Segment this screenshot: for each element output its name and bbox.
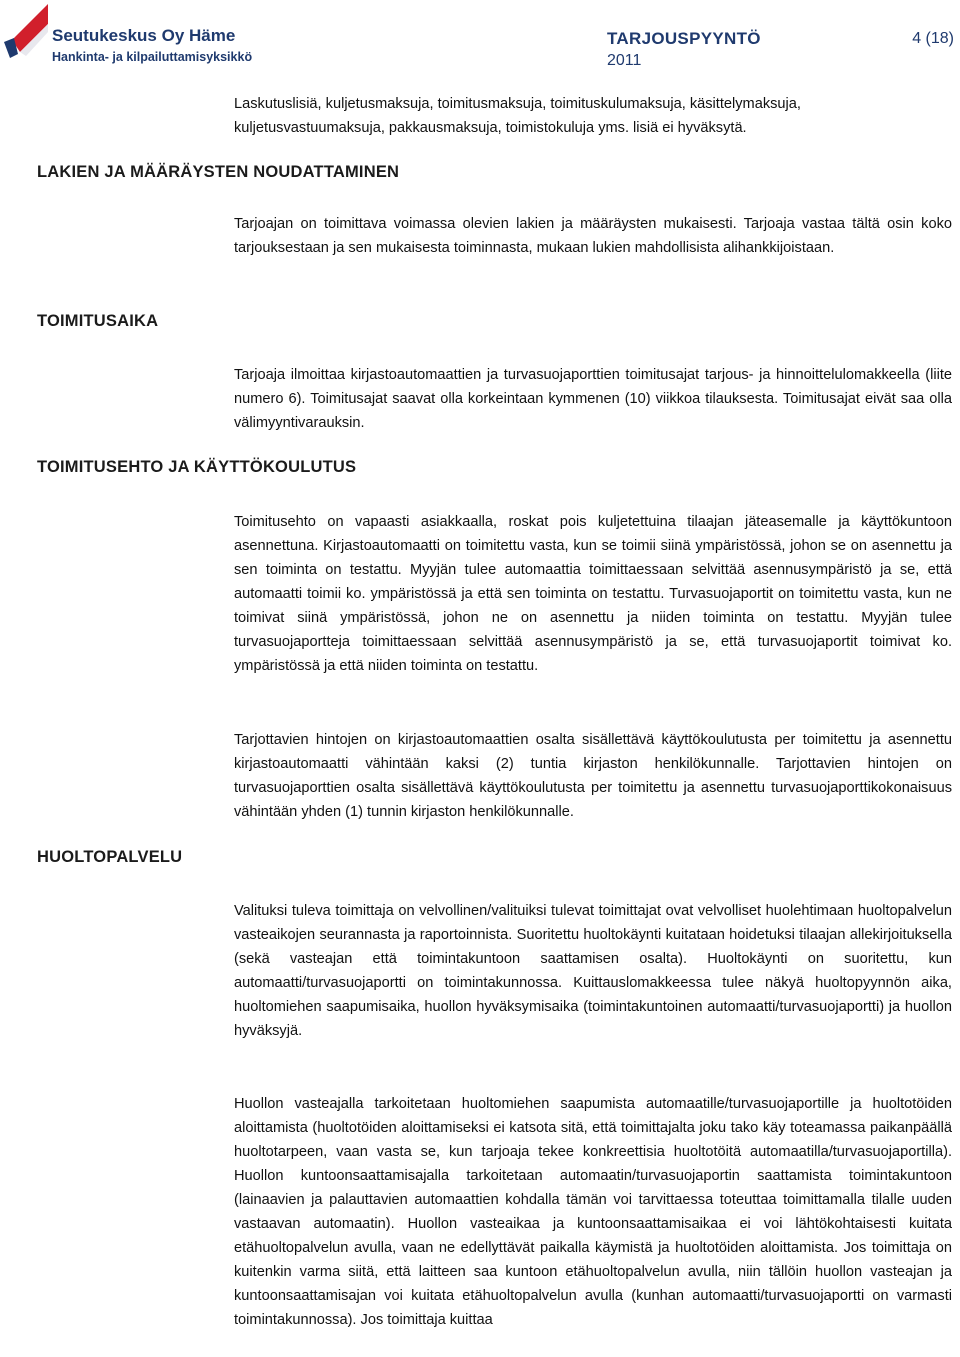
page-number: 4 (18) [912,30,954,47]
toimitusehto-paragraph-1: Toimitusehto on vapaasti asiakkaalla, roskat pois kuljetettuina tilaajan jäteasemalle ja käyttökuntoon asennettuna. Kirjastoautomaatti on toimitettu vasta, kun se toimii siinä ympäristössä, johon se on asennettu ja sen toiminta on testattu. Myyjän tulee automaattia toimittaessaan selvittää asennusympäristö ja se, että automaatti toimii ko. ympäristössä ja että sen toiminta on testattu. Turvasuojaportit on toimitettu vasta, kun ne toimivat siinä ympäristössä, johon ne on asennettu ja niiden toiminta on testattu. Myyjän tulee turvasuojaportteja toimittaessaan selvittää asennusympäristö ja se, että turvasuojaportit toimivat ko. ympäristössä ja että niiden toiminta on testattu. [234,514,952,674]
heading-toimitusehto: TOIMITUSEHTO JA KÄYTTÖKOULUTUS [37,458,357,476]
organization-name: Seutukeskus Oy Häme [52,26,236,45]
organization-unit: Hankinta- ja kilpailuttamisyksikkö [52,50,253,64]
lakien-paragraph: Tarjoajan on toimittava voimassa olevien lakien ja määräysten mukaisesti. Tarjoaja vastaa tältä osin koko tarjouksestaan ja sen mukaisesta toiminnasta, mukaan lukien mahdollisista alihankkijoistaan. [234,216,952,256]
page-header [0,0,960,80]
document-year: 2011 [607,52,642,69]
document-title: TARJOUSPYYNTÖ [607,29,761,48]
company-logo-icon [2,2,52,62]
heading-lakien: LAKIEN JA MÄÄRÄYSTEN NOUDATTAMINEN [37,163,400,181]
toimitusaika-paragraph: Tarjoaja ilmoittaa kirjastoautomaattien ja turvasuojaporttien toimitusajat tarjous- ja hinnoittelulomakkeella (liite numero 6). Toimitusajat saavat olla korkeintaan kymmenen (10) viikkoa tilauksesta. Toimitusajat eivät saa olla välimyyntivarauksin. [234,367,952,431]
toimitusehto-paragraph-2: Tarjottavien hintojen on kirjastoautomaattien osalta sisällettävä käyttökoulutusta per toimitettu ja asennettu kirjastoautomaatti vähintään kaksi (2) tuntia kirjaston henkilökunnalle. Tarjottavien hintojen on turvasuojaporttien osalta sisällettävä käyttökoulutusta per toimitettu ja asennettu turvasuojaporttikokonaisuus vähintään yhden (1) tunnin kirjaston henkilökunnalle. [234,732,952,820]
huoltopalvelu-paragraph-2: Huollon vasteajalla tarkoitetaan huoltomiehen saapumista automaatille/turvasuojaportille ja huoltotöiden aloittamista (huoltotöiden aloittamiseksi ei katsota sitä, että toimittajalta joku tako käy toteamassa paikanpäällä huoltotarpeen, vaan vasta se, kun tarjoaja tekee konkreettisia huoltotöitä automaatilla/turvasuojaportilla). Huollon kuntoonsaattamisajalla tarkoitetaan automaatin/turvasuojaportin saattamista toimintakuntoon (lainaavien ja palauttavien automaattien kohdalla tämän voi tarvittaessa toteuttaa toimittamalla tilalle uuden vastaavan automaatin). Huollon vasteaikaa ja kuntoonsaattamisaikaa ei voi lähtökohtaisesti kuitata etähuoltopalvelun avulla, vaan ne edellyttävät paikalla käymistä ja huoltotöiden aloittamista. Jos toimittaja on kuitenkin varma siitä, että laitteen saa kuntoon etähuoltopalvelun avulla, niin tällöin huollon vasteajan ja kuntoonsaattamisajan voi kuitata etähuoltopalvelun avulla (kunhan automaatti/turvasuojaportti on varmasti toimintakunnossa). Jos toimittaja kuittaa [234,1096,952,1328]
heading-toimitusaika: TOIMITUSAIKA [37,312,159,330]
huoltopalvelu-paragraph-1: Valituksi tuleva toimittaja on velvollinen/valituiksi tulevat toimittajat ovat velvolliset huolehtimaan huoltopalvelun vasteaikojen seurannasta ja raportoinnista. Suoritettu huoltokäynti kuitataan hoidetuksi tilaajan allekirjoituksella (sekä vasteajan että toimintakuntoon saattamisen osalta). Huoltokäynti on suoritettu, kun automaatti/turvasuojaportti on toimintakunnossa. Kuittauslomakkeessa tulee näkyä huoltopyynnön aika, huoltomiehen saapumisaika, huollon hyväksymisaika (toimintakuntoinen automaatti/turvasuojaportti) ja huollon hyväksyjä. [234,903,952,1039]
intro-paragraph: Laskutuslisiä, kuljetusmaksuja, toimitusmaksuja, toimituskulumaksuja, käsittelymaksuja, kuljetusvastuumaksuja, pakkausmaksuja, toimistokuluja yms. lisiä ei hyväksytä. [234,96,801,136]
heading-huoltopalvelu: HUOLTOPALVELU [37,848,183,866]
